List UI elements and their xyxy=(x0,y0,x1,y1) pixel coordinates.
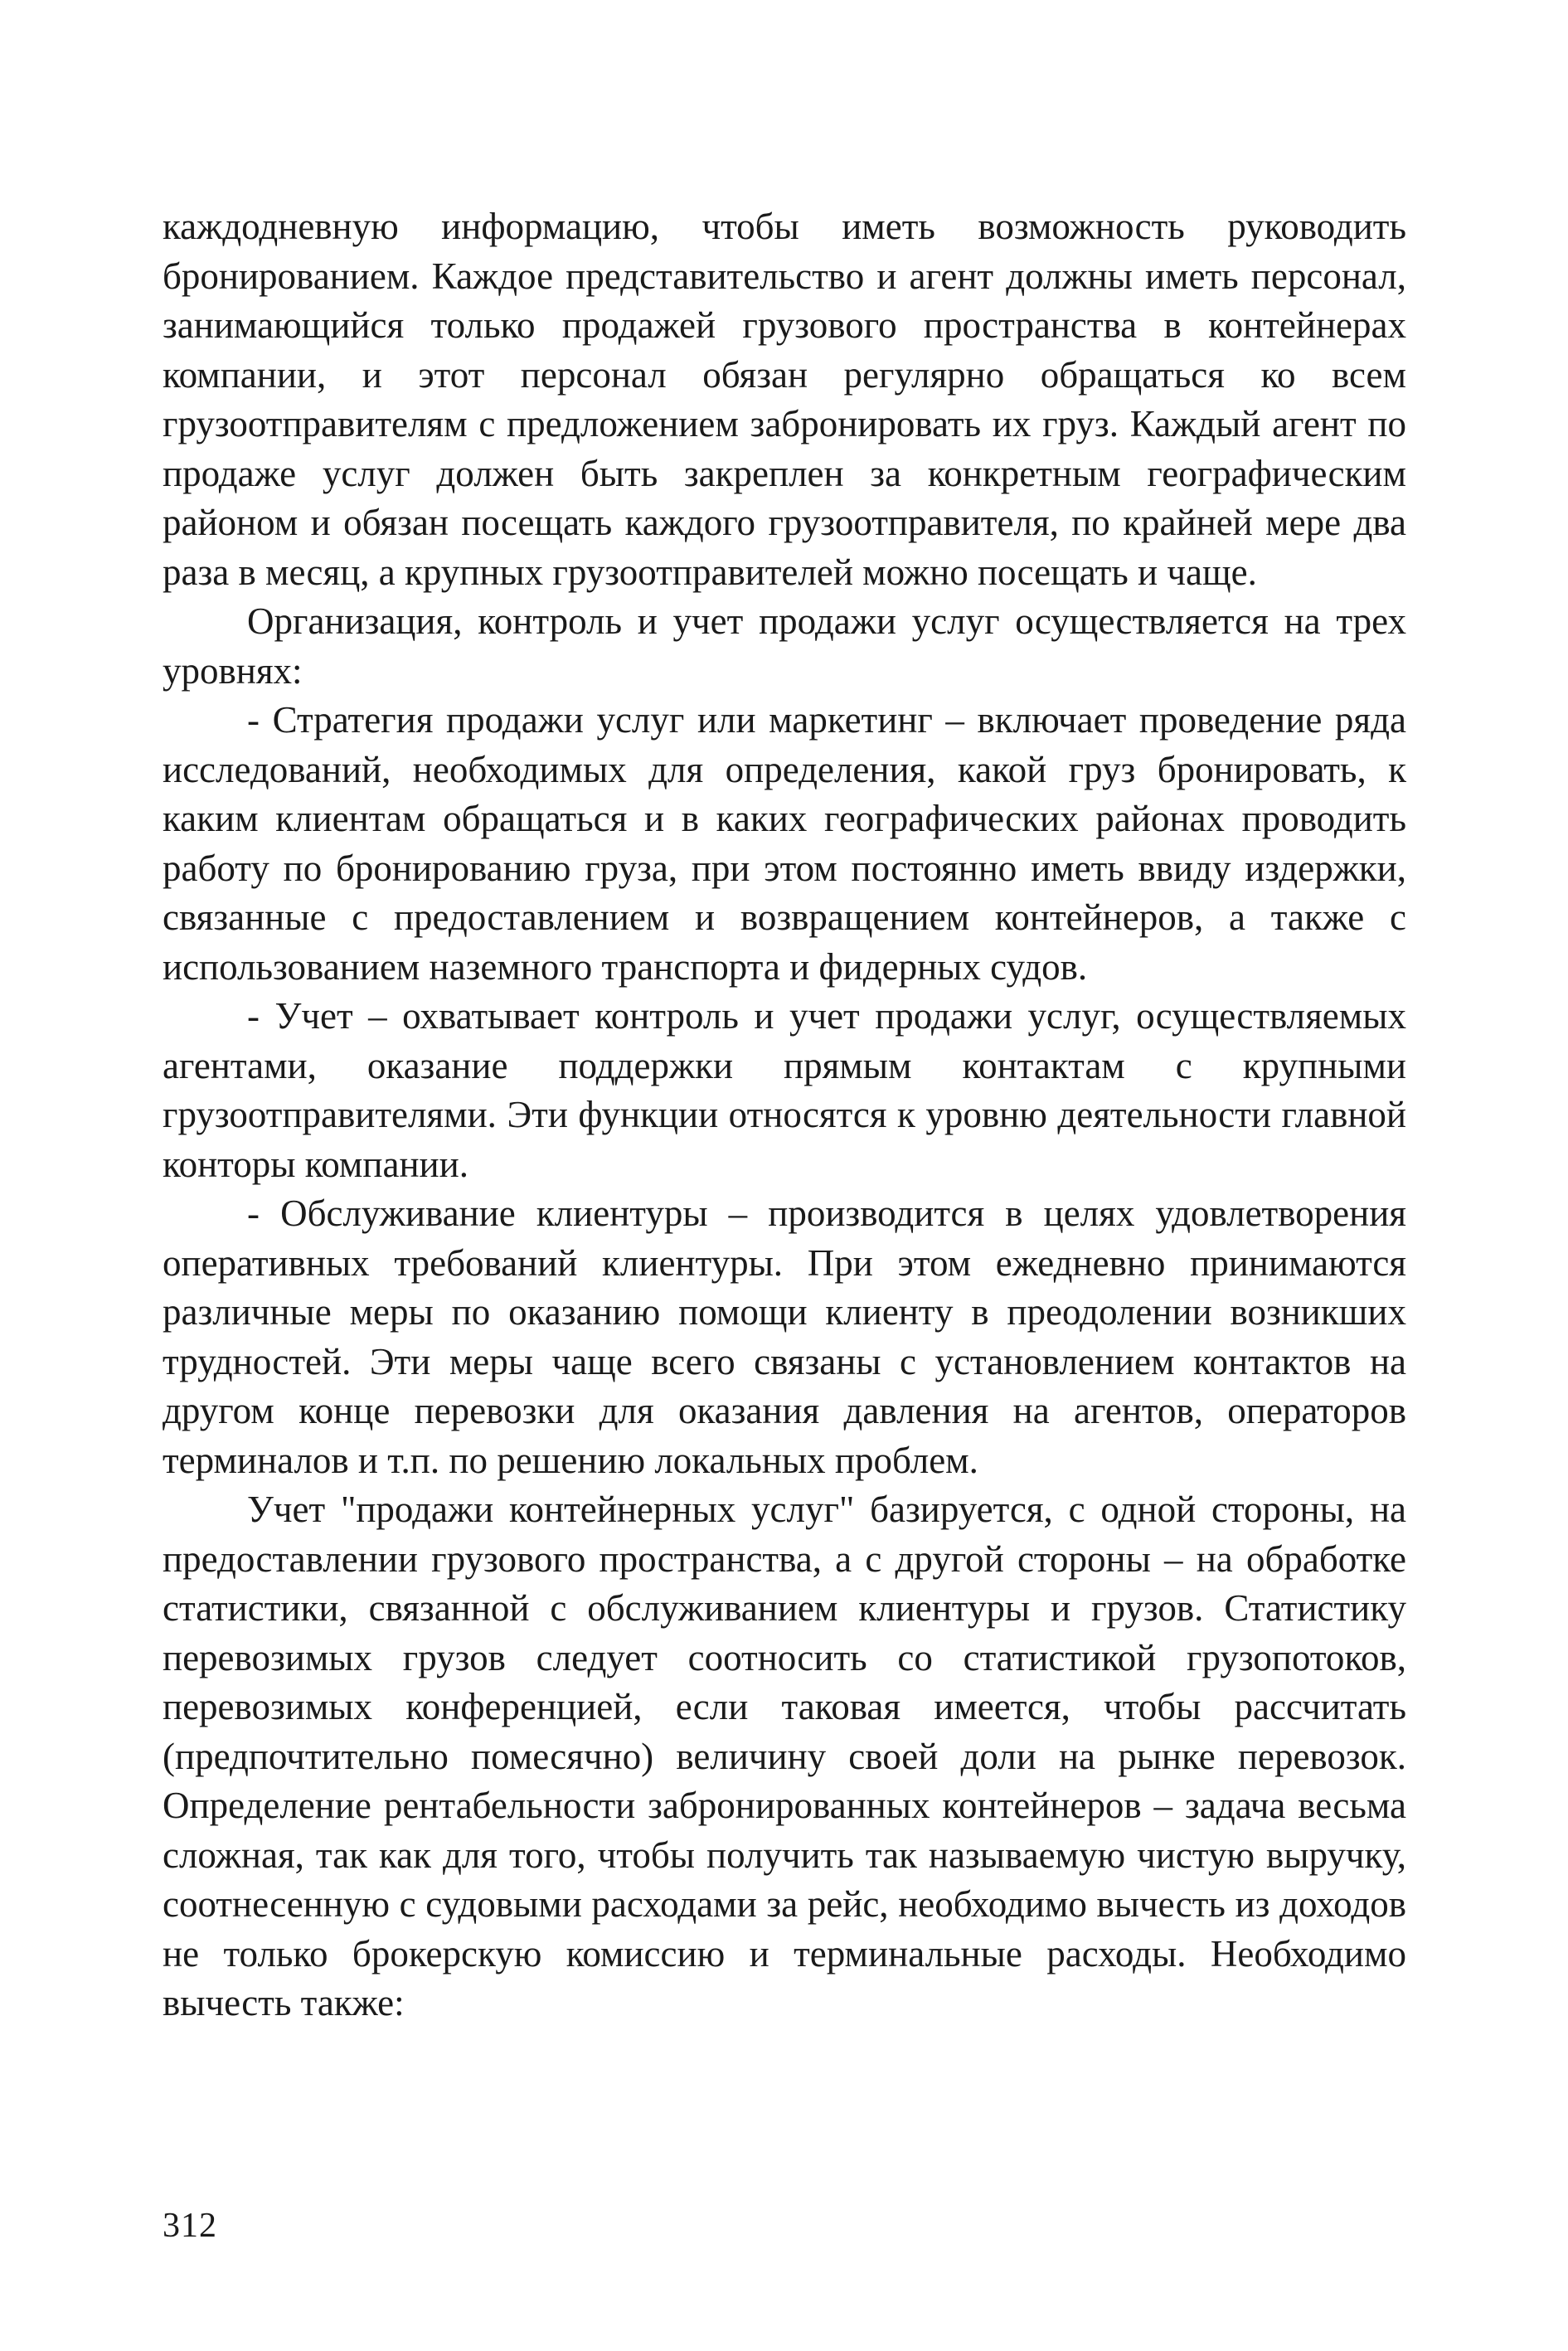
page-body xyxy=(163,202,1406,2028)
paragraph-sales-accounting: Учет "продажи контейнерных услуг" базируется, с одной стороны, на предоставлении грузового пространства, а с другой стороны – на обработке статистики, связанной с обслуживанием клиентуры и грузов. Статистику перевозимых грузов следует соотносить со статистикой грузопотоков, перевозимых конференцией, если таковая имеется, чтобы рассчитать (предпочтительно помесячно) величину своей доли на рынке перевозок. Определение рентабельности забронированных контейнеров – задача весьма сложная, так как для того, чтобы получить так называемую чистую выручку, соотнесенную с судовыми расходами за рейс, необходимо вычесть из доходов не только брокерскую комиссию и терминальные расходы. Необходимо вычесть также: xyxy=(163,1489,1406,2023)
paragraph-levels-intro: Организация, контроль и учет продажи услуг осуществляется на трех уровнях: xyxy=(163,600,1406,692)
paragraph-accounting: - Учет – охватывает контроль и учет продажи услуг, осуществляемых агентами, оказание поддержки прямым контактам с крупными грузоотправителями. Эти функции относятся к уровню деятельности главной конторы компании. xyxy=(163,995,1406,1185)
page-number: 312 xyxy=(163,2207,217,2245)
paragraph-strategy: - Стратегия продажи услуг или маркетинг – включает проведение ряда исследований, необходимых для определения, какой груз бронировать, к каким клиентам обращаться и в каких географических районах проводить работу по бронированию груза, при этом постоянно иметь ввиду издержки, связанные с предоставлением и возвращением контейнеров, а также с использованием наземного транспорта и фидерных судов. xyxy=(163,699,1406,988)
paragraph-continuation: каждодневную информацию, чтобы иметь возможность руководить бронированием. Каждое представительство и агент должны иметь персонал, занимающийся только продажей грузового пространства в контейнерах компании, и этот персонал обязан регулярно обращаться ко всем грузоотправителям с предложением забронировать их груз. Каждый агент по продаже услуг должен быть закреплен за конкретным географическим районом и обязан посещать каждого грузоотправителя, по крайней мере два раза в месяц, а крупных грузоотправителей можно посещать и чаще. xyxy=(163,206,1406,593)
paragraph-client-service: - Обслуживание клиентуры – производится в целях удовлетворения оперативных требований клиентуры. При этом ежедневно принимаются различные меры по оказанию помощи клиенту в преодолении возникших трудностей. Эти меры чаще всего связаны с установлением контактов на другом конце перевозки для оказания давления на агентов, операторов терминалов и т.п. по решению локальных проблем. xyxy=(163,1193,1406,1481)
